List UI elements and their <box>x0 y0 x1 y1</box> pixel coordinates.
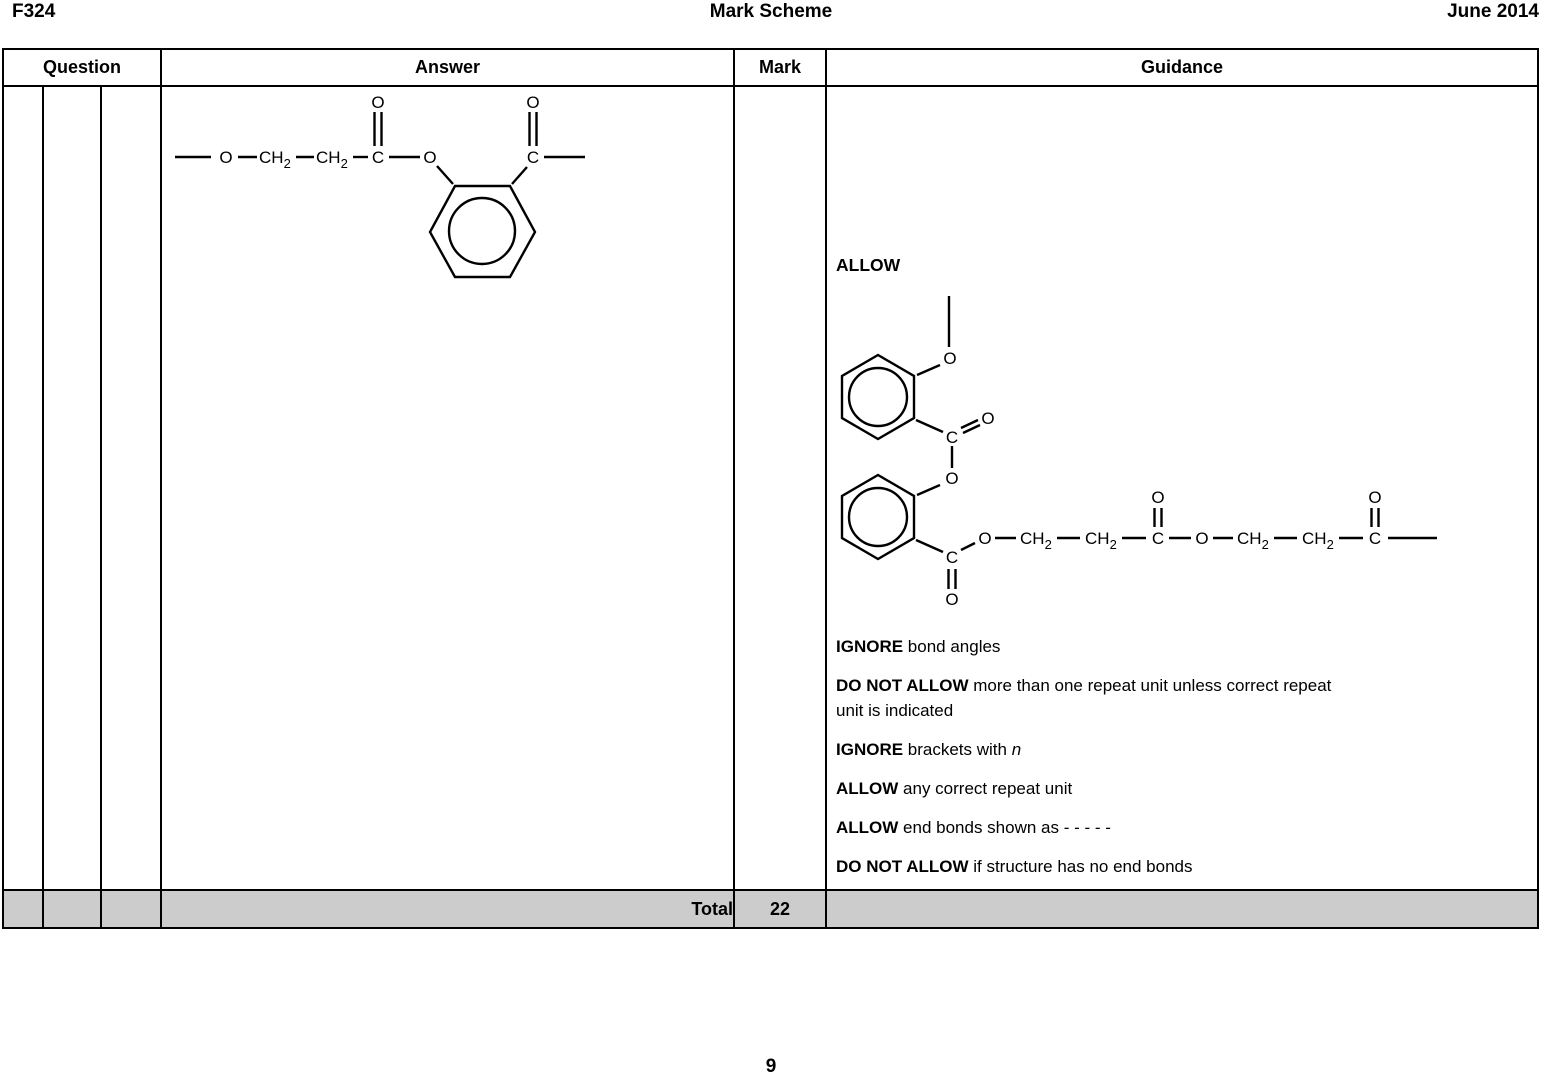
atom-label: C <box>945 548 959 567</box>
column-header-answer: Answer <box>161 49 734 86</box>
question-subpart-cell <box>101 86 161 890</box>
atom-label: O <box>526 93 540 112</box>
atom-label: O <box>1151 488 1165 507</box>
atom-label: O <box>219 148 233 167</box>
atom-label: $CH_2$ <box>1085 529 1117 552</box>
answer-cell <box>161 86 734 890</box>
total-row-question-cell <box>3 890 43 928</box>
benzene-ring-circle <box>849 488 907 546</box>
allow-heading: ALLOW <box>836 255 901 275</box>
document-title: Mark Scheme <box>709 1 833 22</box>
total-row-subpart-cell <box>101 890 161 928</box>
atom-label: C <box>526 148 540 167</box>
atom-label: $CH_2$ <box>259 148 291 171</box>
atom-label: C <box>945 428 959 447</box>
page-number: 9 <box>765 1056 777 1077</box>
question-part-cell <box>43 86 101 890</box>
column-header-question: Question <box>3 49 161 86</box>
question-row <box>3 86 1538 890</box>
atom-label: O <box>1195 529 1209 548</box>
atom-label: $CH_2$ <box>1020 529 1052 552</box>
atom-label: O <box>1368 488 1382 507</box>
guidance-note: IGNORE brackets with n <box>836 740 1022 759</box>
answer-structure <box>165 90 600 290</box>
guidance-note: IGNORE bond angles <box>836 637 1001 656</box>
answer-structure-bonds <box>175 112 585 277</box>
atom-label: $CH_2$ <box>316 148 348 171</box>
guidance-note: DO NOT ALLOW more than one repeat unit unless correct repeat unit is indicated <box>836 676 1332 720</box>
table-header-row <box>3 49 1538 86</box>
exam-code: F324 <box>12 1 56 22</box>
atom-label: O <box>371 93 385 112</box>
atom-label: O <box>945 469 959 488</box>
guidance-notes <box>836 634 1536 893</box>
total-label: Total <box>161 890 734 928</box>
question-number-cell <box>3 86 43 890</box>
guidance-structure-bonds <box>842 296 1437 589</box>
guidance-cell <box>826 86 1538 890</box>
total-row <box>3 890 1538 928</box>
answer-structure-atoms <box>219 93 539 171</box>
mark-cell <box>734 86 826 890</box>
column-header-guidance: Guidance <box>826 49 1538 86</box>
total-row-guidance-cell <box>826 890 1538 928</box>
atom-label: $CH_2$ <box>1302 529 1334 552</box>
guidance-structure-atoms <box>943 349 1381 609</box>
guidance-structure <box>835 285 1445 615</box>
atom-label: C <box>1151 529 1165 548</box>
guidance-note: ALLOW end bonds shown as - - - - - <box>836 818 1111 837</box>
total-row-part-cell <box>43 890 101 928</box>
benzene-ring-circle <box>449 198 515 264</box>
atom-label: O <box>981 409 995 428</box>
atom-label: O <box>945 590 959 609</box>
guidance-note: DO NOT ALLOW if structure has no end bonds <box>836 857 1193 876</box>
column-header-mark: Mark <box>734 49 826 86</box>
atom-label: O <box>943 349 957 368</box>
benzene-ring-circle <box>849 368 907 426</box>
atom-label: C <box>1368 529 1382 548</box>
atom-label: O <box>978 529 992 548</box>
atom-label: O <box>423 148 437 167</box>
atom-label: $CH_2$ <box>1237 529 1269 552</box>
mark-scheme-table <box>2 48 1539 929</box>
guidance-note: ALLOW any correct repeat unit <box>836 779 1073 798</box>
exam-session: June 2014 <box>1447 1 1539 22</box>
total-marks-value: 22 <box>734 890 826 928</box>
atom-label: C <box>371 148 385 167</box>
